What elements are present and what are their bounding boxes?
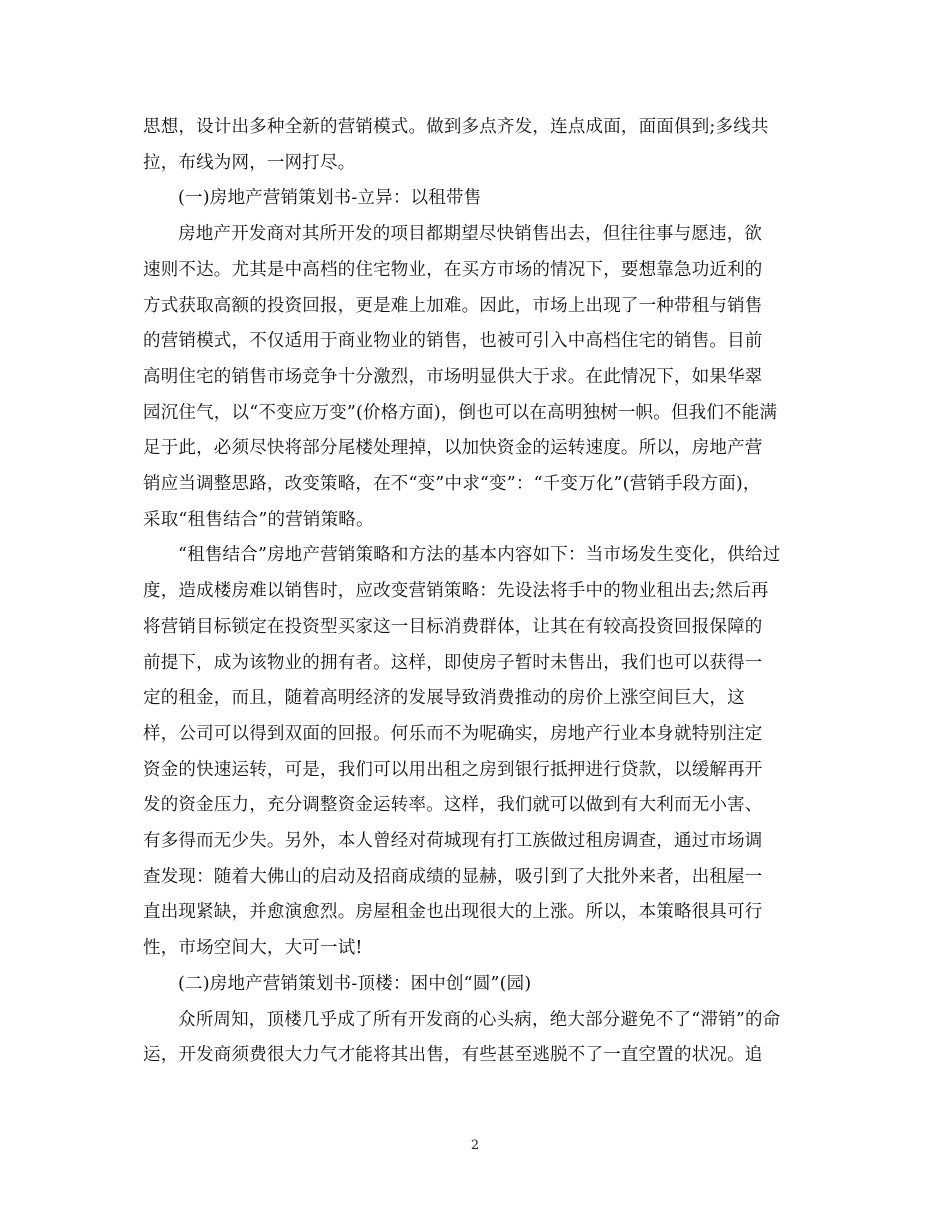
text-line: 样，公司可以得到双面的回报。何乐而不为呢确实，房地产行业本身就特别注定 <box>143 723 763 744</box>
text-line: 园沉住气，以“不变应万变”(价格方面)，倒也可以在高明独树一帜。但我们不能满 <box>143 402 778 423</box>
text-line: 有多得而无少失。另外，本人曾经对荷城现有打工族做过租房调查，通过市场调 <box>143 831 763 851</box>
text-line: 的营销模式，不仅适用于商业物业的销售，也被可引入中高档住宅的销售。目前 <box>143 331 763 352</box>
text-line: 资金的快速运转，可是，我们可以用出租之房到银行抵押进行贷款，以缓解再开 <box>143 759 763 780</box>
text-line: 方式获取高额的投资回报，更是难上加难。因此，市场上出现了一种带租与销售 <box>143 295 763 316</box>
text-line: 定的租金，而且，随着高明经济的发展导致消费推动的房价上涨空间巨大，这 <box>143 688 745 709</box>
text-line: 销应当调整思路，改变策略，在不“变”中求“变”：“千变万化”(营销手段方面)， <box>143 474 761 494</box>
text-line: 发的资金压力，充分调整资金运转率。这样，我们就可以做到有大利而无小害、 <box>143 795 763 816</box>
text-line: 运，开发商须费很大力气才能将其出售，有些甚至逃脱不了一直空置的状况。追 <box>143 1045 763 1066</box>
section-heading: (一)房地产营销策划书-立异：以租带售 <box>178 188 482 209</box>
page-number: 2 <box>470 1138 480 1153</box>
text-line: 采取“租售结合”的营销策略。 <box>143 509 374 530</box>
text-line: 将营销目标锁定在投资型买家这一目标消费群体，让其在有较高投资回报保障的 <box>143 616 763 637</box>
text-line: 性，市场空间大，大可一试! <box>143 938 363 959</box>
text-line: 拉，布线为网，一网打尽。 <box>143 152 356 173</box>
text-line: 速则不达。尤其是中高档的住宅物业，在买方市场的情况下，要想靠急功近利的 <box>143 259 763 280</box>
text-line: 前提下，成为该物业的拥有者。这样，即使房子暂时未售出，我们也可以获得一 <box>143 652 763 673</box>
text-line: 足于此，必须尽快将部分尾楼处理掉，以加快资金的运转速度。所以，房地产营 <box>143 438 763 459</box>
text-line: 高明住宅的销售市场竞争十分激烈，市场明显供大于求。在此情况下，如果华翠 <box>143 366 763 387</box>
text-line: 直出现紧缺，并愈演愈烈。房屋租金也出现很大的上涨。所以，本策略很具可行 <box>143 902 763 923</box>
text-line: 查发现：随着大佛山的启动及招商成绩的显赫，吸引到了大批外来者，出租屋一 <box>143 866 763 887</box>
text-line: 众所周知，顶楼几乎成了所有开发商的心头病，绝大部分避免不了“滞销”的命 <box>178 1009 781 1030</box>
text-line: 房地产开发商对其所开发的项目都期望尽快销售出去，但往往事与愿违，欲 <box>178 224 763 245</box>
text-line: 思想，设计出多种全新的营销模式。做到多点齐发，连点成面，面面俱到;多线共 <box>143 117 769 137</box>
text-line: “租售结合”房地产营销策略和方法的基本内容如下：当市场发生变化，供给过 <box>178 545 781 566</box>
section-heading: (二)房地产营销策划书-顶楼：困中创“圆”(园) <box>178 973 532 994</box>
text-line: 度，造成楼房难以销售时，应改变营销策略：先设法将手中的物业租出去;然后再 <box>143 581 769 602</box>
